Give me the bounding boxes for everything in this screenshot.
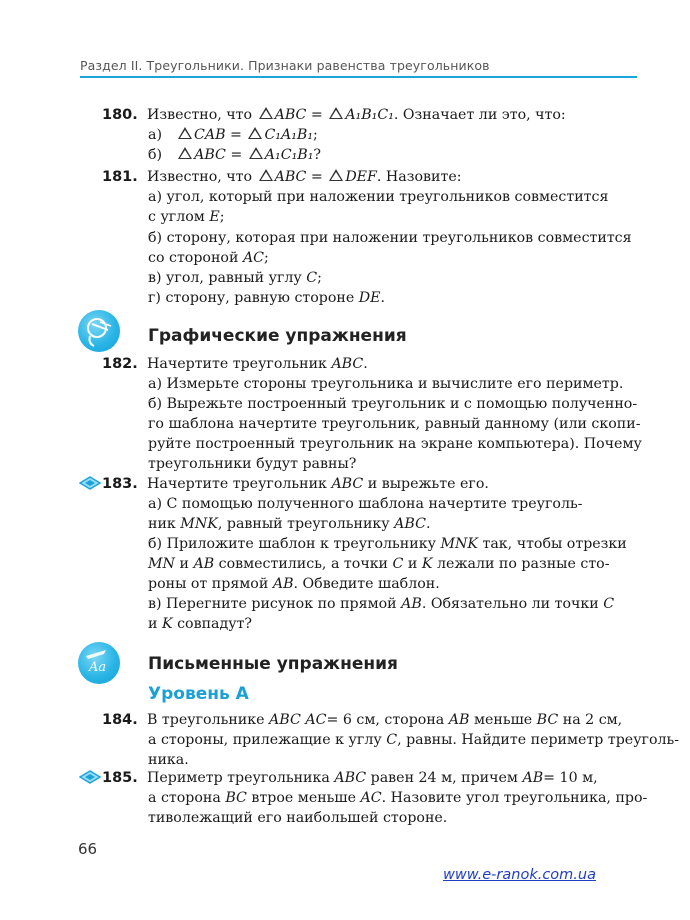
problem-184-line1: В треугольнике ABC AC= 6 см, сторона AB меньше BC на 2 см, bbox=[147, 712, 623, 728]
problem-183-a2: ник MNK, равный треугольнику ABC. bbox=[148, 516, 431, 532]
problem-183-a1: а) С помощью полученного шаблона начертите треуголь- bbox=[148, 496, 583, 512]
problem-182-b2: го шаблона начертите треугольник, равный данному (или скопи- bbox=[148, 416, 641, 432]
triangle-symbol-icon bbox=[178, 147, 192, 159]
problem-183-b2: MN и AB совместились, а точки C и K лежали по разные сто- bbox=[148, 556, 610, 572]
problem-180-a: а) CAB = C₁A₁B₁; bbox=[148, 127, 318, 143]
problem-182-intro: Начертите треугольник ABC. bbox=[147, 356, 368, 372]
problem-183-number: 183. bbox=[102, 476, 138, 492]
problem-182-a: а) Измерьте стороны треугольника и вычислите его периметр. bbox=[148, 376, 624, 392]
problem-181-b2: со стороной AC; bbox=[148, 250, 269, 266]
triangle-symbol-icon bbox=[259, 107, 273, 119]
section-title-written: Письменные упражнения bbox=[148, 654, 398, 674]
header-rule bbox=[80, 76, 637, 78]
problem-180-number: 180. bbox=[102, 107, 138, 123]
problem-183-intro: Начертите треугольник ABC и вырежьте его. bbox=[147, 476, 489, 492]
problem-185-line1: Периметр треугольника ABC равен 24 м, причем AB= 10 м, bbox=[147, 770, 598, 786]
problem-183-c1: в) Перегните рисунок по прямой AB. Обязательно ли точки C bbox=[148, 596, 615, 612]
problem-181-a1: а) угол, который при наложении треугольников совместится bbox=[148, 189, 609, 205]
problem-185-number: 185. bbox=[102, 770, 138, 786]
problem-183-b3: роны от прямой AB. Обведите шаблон. bbox=[148, 576, 440, 592]
difficulty-marker-icon bbox=[79, 770, 101, 784]
website-link[interactable]: www.e-ranok.com.ua bbox=[443, 867, 596, 883]
problem-181-d: г) сторону, равную стороне DE. bbox=[148, 290, 386, 306]
problem-182-b1: б) Вырежьте построенный треугольник и с помощью полученно- bbox=[148, 396, 638, 412]
graphic-exercises-icon bbox=[78, 310, 120, 352]
level-title: Уровень А bbox=[148, 684, 249, 704]
triangle-symbol-icon bbox=[248, 127, 262, 139]
problem-184-line2: а стороны, прилежащие к углу C, равны. Найдите периметр треуголь- bbox=[148, 732, 680, 748]
triangle-symbol-icon bbox=[329, 107, 343, 119]
problem-180-b: б) ABC = A₁C₁B₁? bbox=[148, 147, 321, 163]
page-number: 66 bbox=[78, 840, 98, 858]
difficulty-marker-icon bbox=[79, 476, 101, 490]
triangle-symbol-icon bbox=[178, 127, 192, 139]
triangle-symbol-icon bbox=[329, 169, 343, 181]
problem-182-b3: руйте построенный треугольник на экране компьютера). Почему bbox=[148, 436, 642, 452]
problem-181-intro: Известно, что ABC = DEF. Назовите: bbox=[147, 169, 462, 185]
problem-181-c: в) угол, равный углу C; bbox=[148, 270, 322, 286]
problem-184-number: 184. bbox=[102, 712, 138, 728]
triangle-symbol-icon bbox=[249, 147, 263, 159]
problem-183-b1: б) Приложите шаблон к треугольнику MNK так, чтобы отрезки bbox=[148, 536, 627, 552]
problem-180-intro: Известно, что ABC = A₁B₁C₁. Означает ли это, что: bbox=[147, 107, 566, 123]
running-header: Раздел II. Треугольники. Признаки равенства треугольников bbox=[80, 58, 490, 73]
problem-182-number: 182. bbox=[102, 356, 138, 372]
problem-181-a2: с углом E; bbox=[148, 209, 225, 225]
svg-text:Aa: Aa bbox=[89, 660, 107, 675]
written-exercises-icon bbox=[78, 642, 120, 684]
problem-184-line3: ника. bbox=[148, 752, 189, 768]
problem-181-number: 181. bbox=[102, 169, 138, 185]
problem-181-b1: б) сторону, которая при наложении треугольников совместится bbox=[148, 230, 632, 246]
problem-183-c2: и K совпадут? bbox=[148, 616, 253, 632]
problem-185-line2: а сторона BC втрое меньше AC. Назовите угол треугольника, про- bbox=[148, 790, 648, 806]
triangle-symbol-icon bbox=[259, 169, 273, 181]
section-title-graphic: Графические упражнения bbox=[148, 326, 407, 346]
problem-182-b4: треугольники будут равны? bbox=[148, 456, 357, 472]
problem-185-line3: тиволежащий его наибольшей стороне. bbox=[148, 810, 448, 826]
